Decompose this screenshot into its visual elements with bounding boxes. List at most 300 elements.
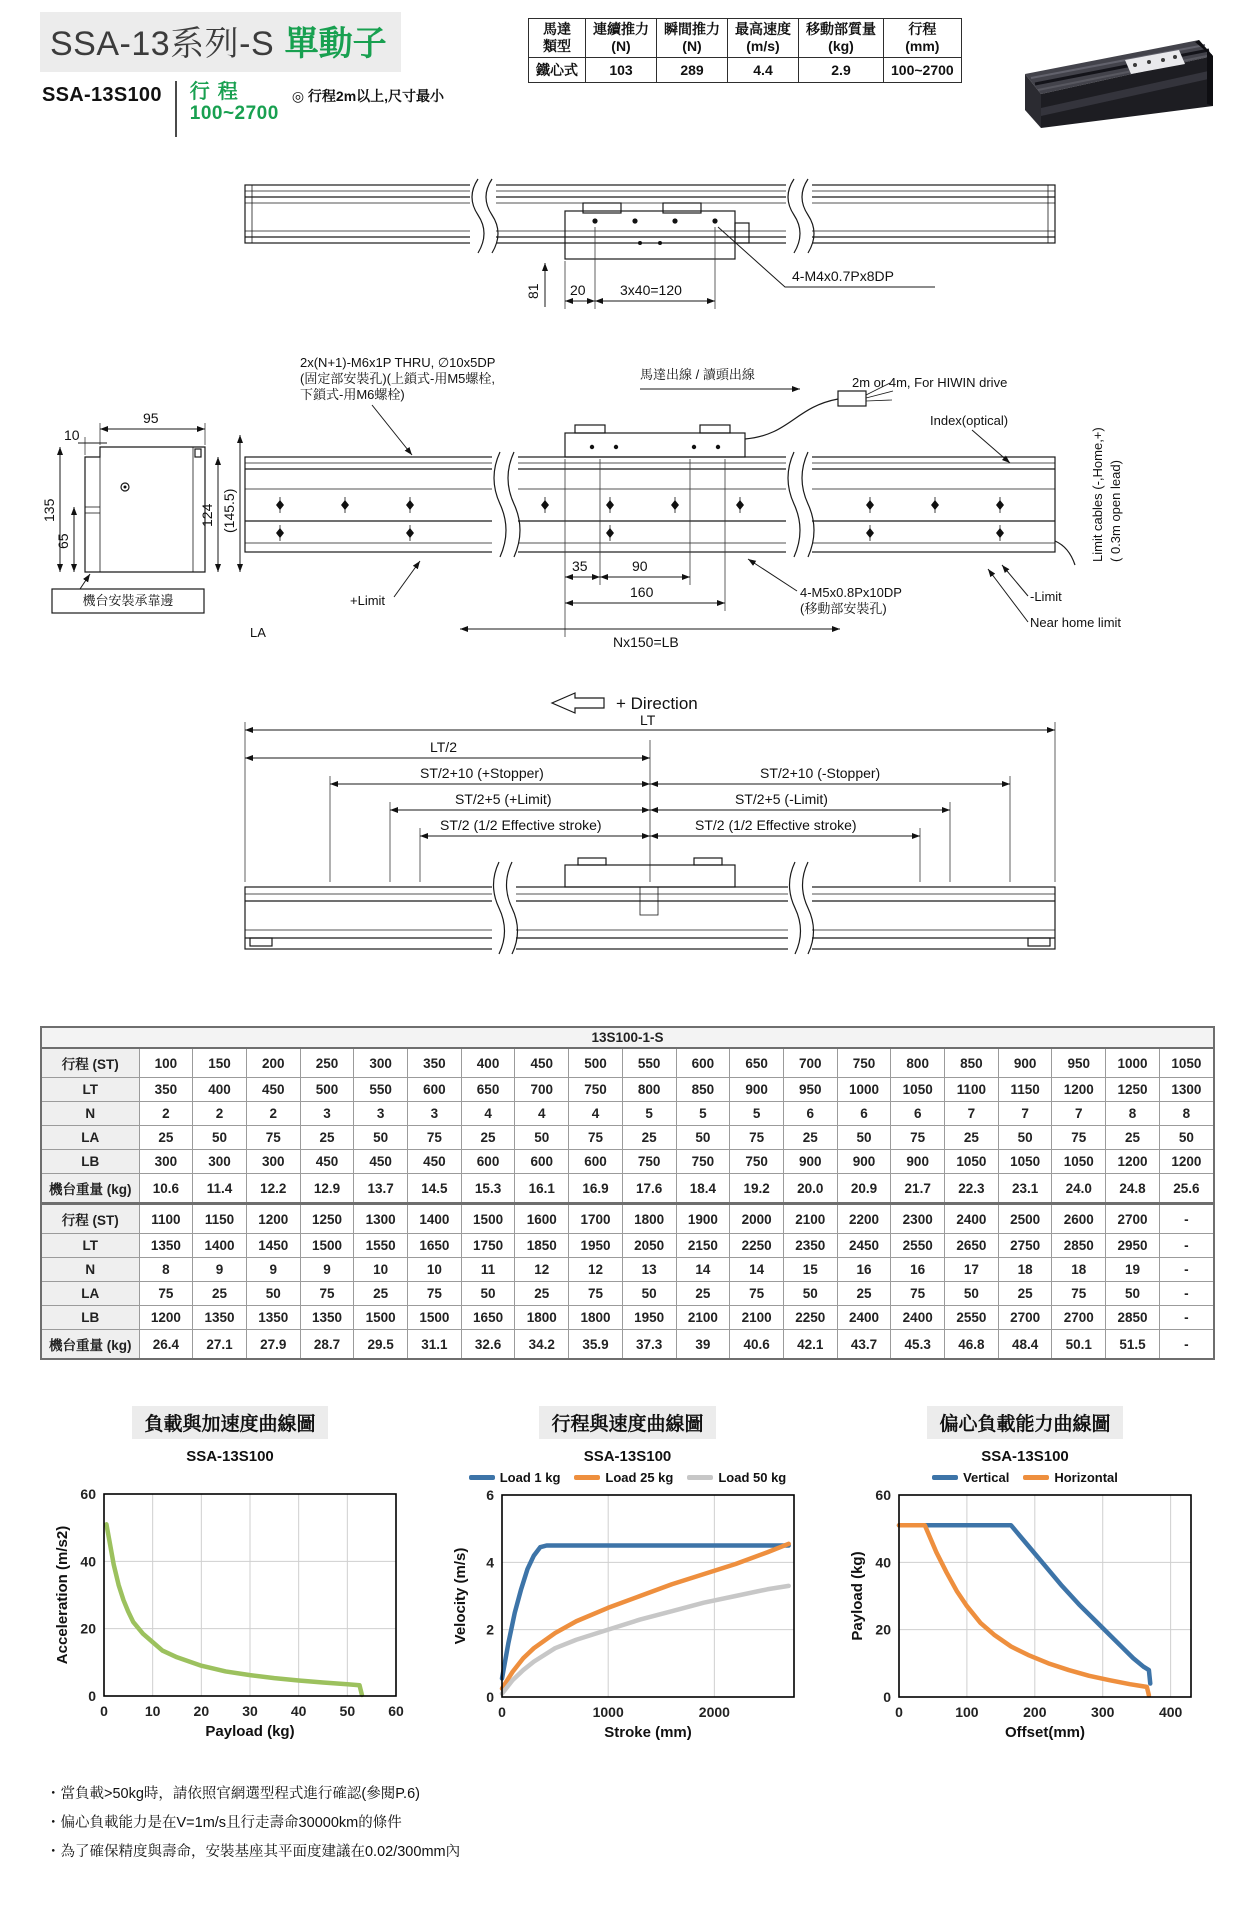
chart-title: 偏心負載能力曲線圖 — [927, 1406, 1122, 1439]
table-cell: 2450 — [837, 1234, 891, 1258]
callout-m5-line2: (移動部安裝孔) — [800, 601, 887, 616]
table-cell: 51.5 — [1106, 1330, 1160, 1360]
table-cell: 19.2 — [730, 1174, 784, 1204]
table-cell: 1200 — [246, 1204, 300, 1234]
technical-drawings — [0, 167, 1255, 982]
table-cell: 500 — [569, 1048, 623, 1078]
table-cell: 2700 — [998, 1306, 1052, 1330]
table-cell: 300 — [246, 1150, 300, 1174]
table-cell: 50 — [998, 1126, 1052, 1150]
table-cell: 100 — [139, 1048, 193, 1078]
table-cell: 28.7 — [300, 1330, 354, 1360]
table-cell: 850 — [945, 1048, 999, 1078]
svg-text:Offset(mm): Offset(mm) — [1004, 1724, 1086, 1741]
chart-acceleration — [44, 1406, 416, 1748]
chart-plot — [54, 1484, 406, 1747]
legend-swatch — [932, 1475, 958, 1480]
table-cell: 25 — [783, 1126, 837, 1150]
table-cell: 800 — [622, 1078, 676, 1102]
table-cell: 2 — [139, 1102, 193, 1126]
dim-90: 90 — [632, 558, 648, 574]
table-cell: 3 — [354, 1102, 408, 1126]
table-cell: 1950 — [622, 1306, 676, 1330]
table-cell: 1200 — [1052, 1078, 1106, 1102]
table-cell: 25 — [193, 1282, 247, 1306]
table-cell: 950 — [783, 1078, 837, 1102]
table-cell: 1350 — [246, 1306, 300, 1330]
header — [0, 0, 1255, 137]
table-cell: 550 — [622, 1048, 676, 1078]
chart-legend — [932, 1470, 1118, 1485]
table-cell: - — [1159, 1234, 1214, 1258]
table-cell: 75 — [891, 1126, 945, 1150]
table-cell: 29.5 — [354, 1330, 408, 1360]
svg-text:40: 40 — [290, 1703, 307, 1719]
limit-cables-label1: Limit cables (-,Home,+) — [1090, 427, 1105, 562]
table-cell: 2500 — [998, 1204, 1052, 1234]
table-cell: 1500 — [408, 1306, 462, 1330]
dimension-table — [40, 1026, 1215, 1360]
table-cell: 16 — [837, 1258, 891, 1282]
dim-effective-right: ST/2 (1/2 Effective stroke) — [695, 817, 857, 833]
table-cell: 25 — [354, 1282, 408, 1306]
table-cell: 250 — [300, 1048, 354, 1078]
table-cell: 1350 — [193, 1306, 247, 1330]
table-cell: 2050 — [622, 1234, 676, 1258]
table-cell: 2300 — [891, 1204, 945, 1234]
table-cell: 3 — [408, 1102, 462, 1126]
chart-legend — [469, 1470, 787, 1485]
svg-text:50: 50 — [339, 1703, 356, 1719]
row-label: N — [41, 1258, 139, 1282]
table-cell: 2100 — [730, 1306, 784, 1330]
table-cell: 3 — [300, 1102, 354, 1126]
table-cell: 75 — [1052, 1126, 1106, 1150]
spec-header: 連續推力 (N) — [586, 19, 657, 58]
table-cell: 7 — [945, 1102, 999, 1126]
table-cell: 17.6 — [622, 1174, 676, 1204]
table-cell: 50 — [945, 1282, 999, 1306]
table-cell: 450 — [246, 1078, 300, 1102]
table-cell: 400 — [461, 1048, 515, 1078]
table-cell: 1200 — [1106, 1150, 1160, 1174]
chart-subtitle: SSA-13S100 — [981, 1448, 1069, 1465]
dim-35: 35 — [572, 558, 588, 574]
table-cell: 750 — [730, 1150, 784, 1174]
row-label: LA — [41, 1282, 139, 1306]
dim-10: 10 — [64, 427, 80, 443]
row-label: LA — [41, 1126, 139, 1150]
datum-label: 機台安裝承靠邊 — [82, 593, 174, 608]
table-cell: 20.9 — [837, 1174, 891, 1204]
table-cell: 12 — [569, 1258, 623, 1282]
dim-stopper-plus: ST/2+10 (+Stopper) — [420, 765, 544, 781]
table-cell: 5 — [730, 1102, 784, 1126]
table-cell: 1450 — [246, 1234, 300, 1258]
legend-item — [932, 1470, 1009, 1485]
note-line: ・為了確保精度與壽命，安裝基座其平面度建議在0.02/300mm內 — [46, 1844, 461, 1860]
table-cell: 1400 — [408, 1204, 462, 1234]
svg-text:Stroke (mm): Stroke (mm) — [603, 1724, 692, 1741]
table-cell: 8 — [1159, 1102, 1214, 1126]
spec-header: 馬達 類型 — [529, 19, 586, 58]
chart-velocity — [442, 1406, 814, 1748]
limit-cables-label2: ( 0.3m open lead) — [1108, 460, 1123, 562]
table-cell: 35.9 — [569, 1330, 623, 1360]
product-photo — [1017, 12, 1217, 132]
table-cell: 5 — [676, 1102, 730, 1126]
table-cell: 2000 — [730, 1204, 784, 1234]
table-cell: 1200 — [1159, 1150, 1214, 1174]
svg-text:Payload (kg): Payload (kg) — [849, 1551, 866, 1641]
stroke-block — [190, 81, 279, 137]
table-cell: 40.6 — [730, 1330, 784, 1360]
table-cell: 37.3 — [622, 1330, 676, 1360]
spec-header: 最高速度 (m/s) — [728, 19, 799, 58]
svg-text:Acceleration (m/s2): Acceleration (m/s2) — [54, 1525, 71, 1665]
table-cell: 14 — [676, 1258, 730, 1282]
table-cell: 75 — [569, 1282, 623, 1306]
spec-value: 4.4 — [728, 57, 799, 82]
table-cell: 50 — [783, 1282, 837, 1306]
table-cell: 2100 — [783, 1204, 837, 1234]
table-cell: 48.4 — [998, 1330, 1052, 1360]
legend-item — [1023, 1470, 1118, 1485]
spec-value: 289 — [657, 57, 728, 82]
table-cell: 2 — [246, 1102, 300, 1126]
svg-text:0: 0 — [485, 1689, 494, 1705]
table-cell: 600 — [515, 1150, 569, 1174]
spec-table — [528, 18, 962, 83]
svg-text:200: 200 — [1023, 1704, 1047, 1720]
table-cell: 11 — [461, 1258, 515, 1282]
table-cell: 1800 — [515, 1306, 569, 1330]
table-cell: 1550 — [354, 1234, 408, 1258]
table-cell: 750 — [569, 1078, 623, 1102]
table-cell: 2700 — [1106, 1204, 1160, 1234]
table-cell: 50 — [515, 1126, 569, 1150]
table-cell: 600 — [676, 1048, 730, 1078]
table-cell: 7 — [998, 1102, 1052, 1126]
title-accent: 單動子 — [284, 25, 387, 63]
table-cell: 1250 — [300, 1204, 354, 1234]
table-cell: 17 — [945, 1258, 999, 1282]
legend-swatch — [687, 1475, 713, 1480]
table-cell: 1300 — [354, 1204, 408, 1234]
table-cell: 12.9 — [300, 1174, 354, 1204]
table-cell: 20.0 — [783, 1174, 837, 1204]
table-cell: 8 — [139, 1258, 193, 1282]
footnotes — [0, 1782, 1255, 1861]
spec-value: 2.9 — [799, 57, 884, 82]
table-cell: 50 — [193, 1126, 247, 1150]
dim-81: 81 — [525, 283, 541, 299]
chart-svg — [54, 1484, 406, 1742]
table-cell: 14.5 — [408, 1174, 462, 1204]
dim-65: 65 — [55, 533, 71, 549]
table-cell: 1900 — [676, 1204, 730, 1234]
table-cell: 650 — [461, 1078, 515, 1102]
table-cell: 2950 — [1106, 1234, 1160, 1258]
table-cell: 750 — [622, 1150, 676, 1174]
svg-text:0: 0 — [895, 1704, 903, 1720]
table-cell: 2250 — [783, 1306, 837, 1330]
table-cell: 26.4 — [139, 1330, 193, 1360]
table-cell: 1200 — [139, 1306, 193, 1330]
table-cell: 1150 — [998, 1078, 1052, 1102]
table-cell: 50 — [622, 1282, 676, 1306]
table-cell: 46.8 — [945, 1330, 999, 1360]
row-label: 機台重量 (kg) — [41, 1174, 139, 1204]
table-cell: 4 — [461, 1102, 515, 1126]
table-cell: 75 — [408, 1126, 462, 1150]
table-cell: - — [1159, 1330, 1214, 1360]
table-cell: 18.4 — [676, 1174, 730, 1204]
legend-item — [469, 1470, 561, 1485]
table-cell: 2750 — [998, 1234, 1052, 1258]
plus-limit-label: +Limit — [350, 593, 386, 608]
table-cell: 150 — [193, 1048, 247, 1078]
svg-text:6: 6 — [485, 1487, 494, 1503]
near-home-limit-label: Near home limit — [1030, 615, 1122, 630]
legend-label: Load 25 kg — [605, 1470, 674, 1485]
table-cell: 25 — [515, 1282, 569, 1306]
table-cell: 1300 — [1159, 1078, 1214, 1102]
chart-plot — [849, 1485, 1201, 1748]
table-cell: 2150 — [676, 1234, 730, 1258]
chart-svg — [452, 1485, 804, 1743]
callout-m4: 4-M4x0.7Px8DP — [792, 268, 894, 284]
table-cell: 10 — [354, 1258, 408, 1282]
motor-cable-label: 馬達出線 / 讀頭出線 — [640, 367, 755, 382]
table-cell: 300 — [139, 1150, 193, 1174]
table-cell: 2 — [193, 1102, 247, 1126]
svg-text:40: 40 — [875, 1554, 891, 1571]
stroke-range: 100~2700 — [189, 103, 279, 124]
dim-limit-minus: ST/2+5 (-Limit) — [735, 791, 828, 807]
table-cell: 15 — [783, 1258, 837, 1282]
svg-text:Payload (kg): Payload (kg) — [205, 1723, 295, 1740]
dim-20: 20 — [570, 282, 586, 298]
table-cell: 6 — [837, 1102, 891, 1126]
dim-lt-half: LT/2 — [430, 739, 457, 755]
table-cell: 9 — [193, 1258, 247, 1282]
cable-length-note: 2m or 4m, For HIWIN drive — [852, 375, 1008, 390]
table-cell: 12.2 — [246, 1174, 300, 1204]
row-label: LT — [41, 1234, 139, 1258]
table-cell: 50 — [837, 1126, 891, 1150]
table-cell: 1100 — [139, 1204, 193, 1234]
table-cell: 1000 — [837, 1078, 891, 1102]
table-cell: 500 — [300, 1078, 354, 1102]
table-cell: 600 — [569, 1150, 623, 1174]
table-cell: 24.0 — [1052, 1174, 1106, 1204]
table-cell: 25 — [461, 1126, 515, 1150]
table-cell: 43.7 — [837, 1330, 891, 1360]
table-cell: 32.6 — [461, 1330, 515, 1360]
table-cell: 1500 — [300, 1234, 354, 1258]
table-cell: 50 — [676, 1126, 730, 1150]
spec-value: 鐵心式 — [529, 57, 586, 82]
table-cell: 800 — [891, 1048, 945, 1078]
table-cell: 450 — [515, 1048, 569, 1078]
table-cell: 900 — [837, 1150, 891, 1174]
table-cell: 2700 — [1052, 1306, 1106, 1330]
model-row — [42, 81, 502, 137]
dim-lt: LT — [640, 712, 656, 728]
table-cell: 4 — [515, 1102, 569, 1126]
table-cell: 45.3 — [891, 1330, 945, 1360]
dim-124: 124 — [199, 503, 215, 527]
table-cell: 2200 — [837, 1204, 891, 1234]
table-cell: 2400 — [945, 1204, 999, 1234]
chart-offset-load — [839, 1406, 1211, 1748]
spec-value: 103 — [586, 57, 657, 82]
table-cell: 1350 — [139, 1234, 193, 1258]
table-cell: 1650 — [408, 1234, 462, 1258]
table-cell: 9 — [300, 1258, 354, 1282]
table-cell: 600 — [408, 1078, 462, 1102]
dim-145-5: (145.5) — [221, 488, 237, 533]
chart-subtitle: SSA-13S100 — [583, 1448, 672, 1465]
table-cell: 75 — [891, 1282, 945, 1306]
table-cell: 75 — [569, 1126, 623, 1150]
table-cell: 25 — [300, 1126, 354, 1150]
header-note: ◎ 行程2m以上,尺寸最小 — [291, 88, 445, 104]
legend-item — [687, 1470, 786, 1485]
legend-swatch — [574, 1475, 600, 1480]
table-cell: 350 — [139, 1078, 193, 1102]
note-line: ・當負載>50kg時，請依照官網選型程式進行確認(參閱P.6) — [46, 1786, 420, 1802]
spec-header: 行程 (mm) — [884, 19, 962, 58]
callout-m6-line3: 下鎖式-用M6螺栓) — [300, 387, 405, 402]
table-cell: 12 — [515, 1258, 569, 1282]
svg-text:4: 4 — [485, 1554, 494, 1571]
side-view-drawing — [0, 337, 1255, 677]
table-cell: 25 — [1106, 1126, 1160, 1150]
table-cell: 1800 — [569, 1306, 623, 1330]
table-cell: 22.3 — [945, 1174, 999, 1204]
table-cell: 31.1 — [408, 1330, 462, 1360]
svg-text:10: 10 — [144, 1703, 161, 1719]
spec-header: 移動部質量 (kg) — [799, 19, 884, 58]
table-cell: - — [1159, 1306, 1214, 1330]
dimension-table-section — [0, 1026, 1255, 1360]
chart-svg — [849, 1485, 1201, 1743]
table-cell: 2250 — [730, 1234, 784, 1258]
table-cell: 450 — [408, 1150, 462, 1174]
table-cell: 50 — [354, 1126, 408, 1150]
chart-subtitle: SSA-13S100 — [186, 1448, 274, 1465]
table-cell: 1500 — [461, 1204, 515, 1234]
table-cell: 27.9 — [246, 1330, 300, 1360]
table-cell: 650 — [730, 1048, 784, 1078]
svg-text:0: 0 — [100, 1703, 108, 1719]
table-cell: 400 — [193, 1078, 247, 1102]
table-cell: 1600 — [515, 1204, 569, 1234]
table-cell: 1850 — [515, 1234, 569, 1258]
table-cell: 75 — [730, 1126, 784, 1150]
table-cell: 1000 — [1106, 1048, 1160, 1078]
model-code: SSA-13S100 — [42, 84, 162, 106]
table-cell: 2850 — [1052, 1234, 1106, 1258]
table-cell: 25 — [945, 1126, 999, 1150]
legend-label: Vertical — [963, 1470, 1010, 1485]
table-cell: - — [1159, 1204, 1214, 1234]
table-cell: 1950 — [569, 1234, 623, 1258]
legend-swatch — [469, 1475, 495, 1480]
table-cell: 900 — [891, 1150, 945, 1174]
row-label: N — [41, 1102, 139, 1126]
table-cell: 300 — [193, 1150, 247, 1174]
table-cell: 25 — [622, 1126, 676, 1150]
stroke-diagram — [0, 682, 1255, 977]
table-cell: 2550 — [891, 1234, 945, 1258]
table-cell: 9 — [246, 1258, 300, 1282]
table-cell: 700 — [783, 1048, 837, 1078]
table-cell: 600 — [461, 1150, 515, 1174]
svg-text:1000: 1000 — [592, 1704, 624, 1720]
table-cell: 1750 — [461, 1234, 515, 1258]
dim-limit-plus: ST/2+5 (+Limit) — [455, 791, 552, 807]
dim-95: 95 — [143, 410, 159, 426]
table-cell: 2650 — [945, 1234, 999, 1258]
callout-m5-line1: 4-M5x0.8Px10DP — [800, 585, 902, 600]
table-cell: - — [1159, 1282, 1214, 1306]
table-cell: 27.1 — [193, 1330, 247, 1360]
chart-title: 行程與速度曲線圖 — [539, 1406, 715, 1439]
table-cell: 1250 — [1106, 1078, 1160, 1102]
svg-text:20: 20 — [80, 1620, 96, 1637]
table-cell: 50 — [1106, 1282, 1160, 1306]
svg-text:20: 20 — [875, 1621, 891, 1638]
table-cell: 450 — [354, 1150, 408, 1174]
row-label: LB — [41, 1150, 139, 1174]
table-cell: 200 — [246, 1048, 300, 1078]
dim-effective-left: ST/2 (1/2 Effective stroke) — [440, 817, 602, 833]
dim-120: 3x40=120 — [620, 282, 682, 298]
table-cell: 21.7 — [891, 1174, 945, 1204]
spec-header: 瞬間推力 (N) — [657, 19, 728, 58]
table-cell: 23.1 — [998, 1174, 1052, 1204]
table-cell: 1700 — [569, 1204, 623, 1234]
table-cell: 900 — [783, 1150, 837, 1174]
table-cell: 900 — [730, 1078, 784, 1102]
table-cell: 50 — [246, 1282, 300, 1306]
table-cell: 10.6 — [139, 1174, 193, 1204]
table-cell: 1650 — [461, 1306, 515, 1330]
table-cell: 16.9 — [569, 1174, 623, 1204]
table-cell: 13 — [622, 1258, 676, 1282]
dim-160: 160 — [630, 584, 654, 600]
charts-section — [0, 1406, 1255, 1748]
table-cell: 10 — [408, 1258, 462, 1282]
table-cell: 50 — [1159, 1126, 1214, 1150]
table-cell: 18 — [998, 1258, 1052, 1282]
table-cell: 50.1 — [1052, 1330, 1106, 1360]
table-cell: 8 — [1106, 1102, 1160, 1126]
table-cell: 900 — [998, 1048, 1052, 1078]
row-label: 行程 (ST) — [41, 1204, 139, 1234]
table-cell: 1050 — [1159, 1048, 1214, 1078]
table-cell: 24.8 — [1106, 1174, 1160, 1204]
table-cell: 25.6 — [1159, 1174, 1214, 1204]
legend-label: Horizontal — [1054, 1470, 1118, 1485]
stroke-label: 行程 — [189, 81, 246, 103]
table-cell: 75 — [408, 1282, 462, 1306]
table-cell: 1350 — [300, 1306, 354, 1330]
table-cell: 25 — [139, 1126, 193, 1150]
